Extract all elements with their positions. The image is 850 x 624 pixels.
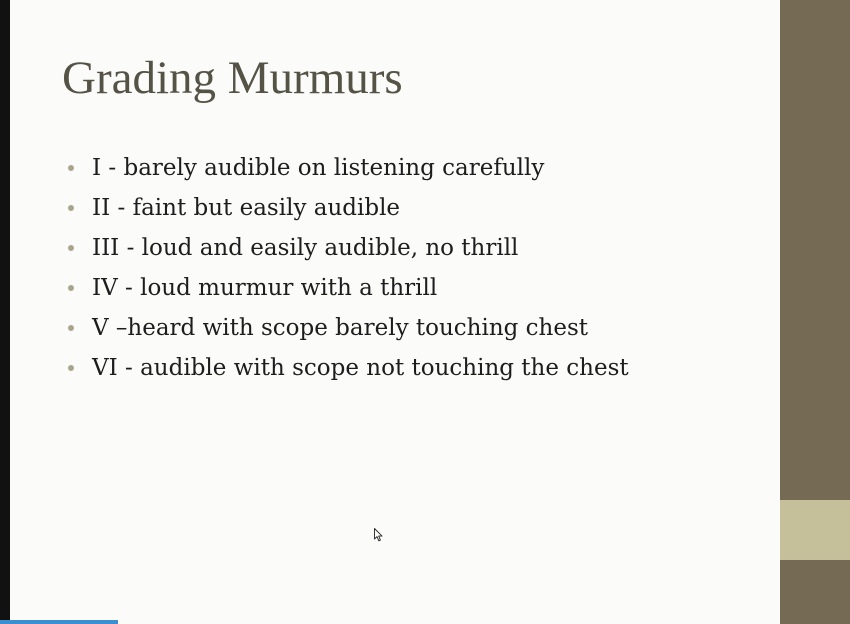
left-edge-border [0,0,10,624]
bullet-item-grade-4 [68,268,629,308]
bullet-item-grade-2 [68,188,629,228]
bullet-text: III - loud and easily audible, no thrill [92,235,519,261]
bullet-item-grade-6 [68,348,629,388]
bullet-item-grade-3 [68,228,629,268]
bullet-item-grade-5 [68,308,629,348]
bullet-list [68,148,629,388]
bullet-text: IV - loud murmur with a thrill [92,275,438,301]
bullet-text: V –heard with scope barely touching chest [92,315,589,341]
bullet-dot-icon [68,165,74,171]
bullet-dot-icon [68,365,74,371]
mouse-pointer-icon [374,528,383,542]
bullet-text: I - barely audible on listening carefully [92,155,545,181]
bullet-dot-icon [68,205,74,211]
bullet-text: II - faint but easily audible [92,195,401,221]
bullet-text: VI - audible with scope not touching the chest [92,355,629,381]
presentation-slide [10,0,780,624]
bullet-item-grade-1 [68,148,629,188]
bullet-dot-icon [68,245,74,251]
bullet-dot-icon [68,285,74,291]
bullet-dot-icon [68,325,74,331]
bottom-progress-strip [0,620,118,624]
slide-title: Grading Murmurs [62,52,403,104]
slide-side-accent [780,500,850,560]
